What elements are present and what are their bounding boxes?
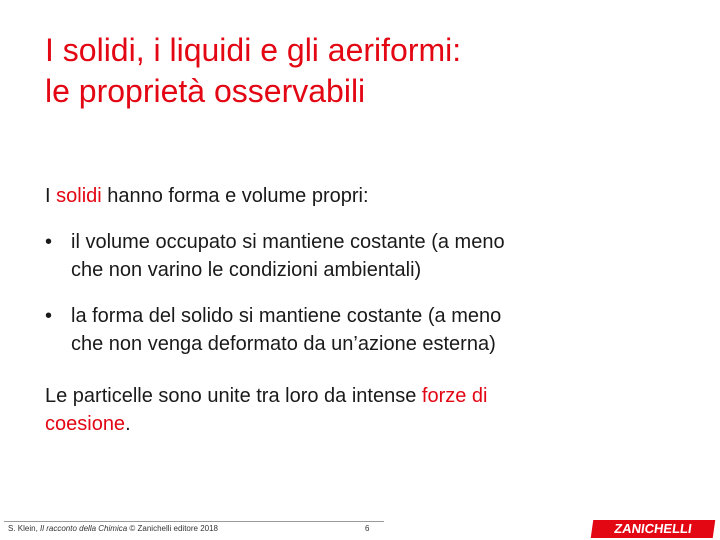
zanichelli-logo: ZANICHELLI — [591, 520, 716, 538]
slide-footer — [0, 518, 720, 540]
bullet-volume-line-1: il volume occupato si mantiene costante (a meno — [71, 231, 505, 253]
page-number: 6 — [365, 524, 370, 533]
footer-credit — [8, 524, 218, 533]
bullet-volume-line-2: che non varino le condizioni ambientali) — [71, 259, 422, 281]
bullet-item-forma — [45, 302, 685, 358]
closing-line-2 — [45, 410, 685, 438]
closing-paragraph — [45, 382, 685, 438]
closing-text: Le particelle sono unite tra loro da intense — [45, 385, 422, 407]
bullet-item-volume — [45, 228, 685, 284]
slide-title — [45, 30, 685, 112]
intro-text-end: hanno forma e volume propri: — [101, 185, 369, 207]
closing-highlight-coesione: coesione — [45, 413, 126, 435]
closing-line-1 — [45, 382, 685, 410]
intro-text-start: I — [45, 185, 57, 207]
footer-divider — [4, 521, 384, 522]
footer-author: S. Klein, — [8, 524, 41, 533]
closing-highlight-forze-di: forze di — [421, 385, 488, 407]
intro-highlight-solidi: solidi — [56, 185, 102, 207]
closing-period: . — [125, 413, 131, 435]
footer-book-title: Il racconto della Chimica — [40, 524, 128, 533]
bullet-forma-line-1: la forma del solido si mantiene costante (a meno — [71, 305, 502, 327]
bullet-marker: • — [45, 305, 53, 327]
bullet-marker: • — [45, 231, 53, 253]
bullet-forma-line-2: che non venga deformato da un’azione esterna) — [71, 333, 496, 355]
footer-publisher: © Zanichelli editore 2018 — [127, 524, 219, 533]
slide-body — [45, 182, 685, 438]
slide-title-line-1: I solidi, i liquidi e gli aeriformi: — [45, 32, 462, 68]
slide-title-line-2: le proprietà osservabili — [45, 73, 366, 109]
bullet-list — [45, 228, 685, 358]
intro-paragraph — [45, 182, 685, 210]
